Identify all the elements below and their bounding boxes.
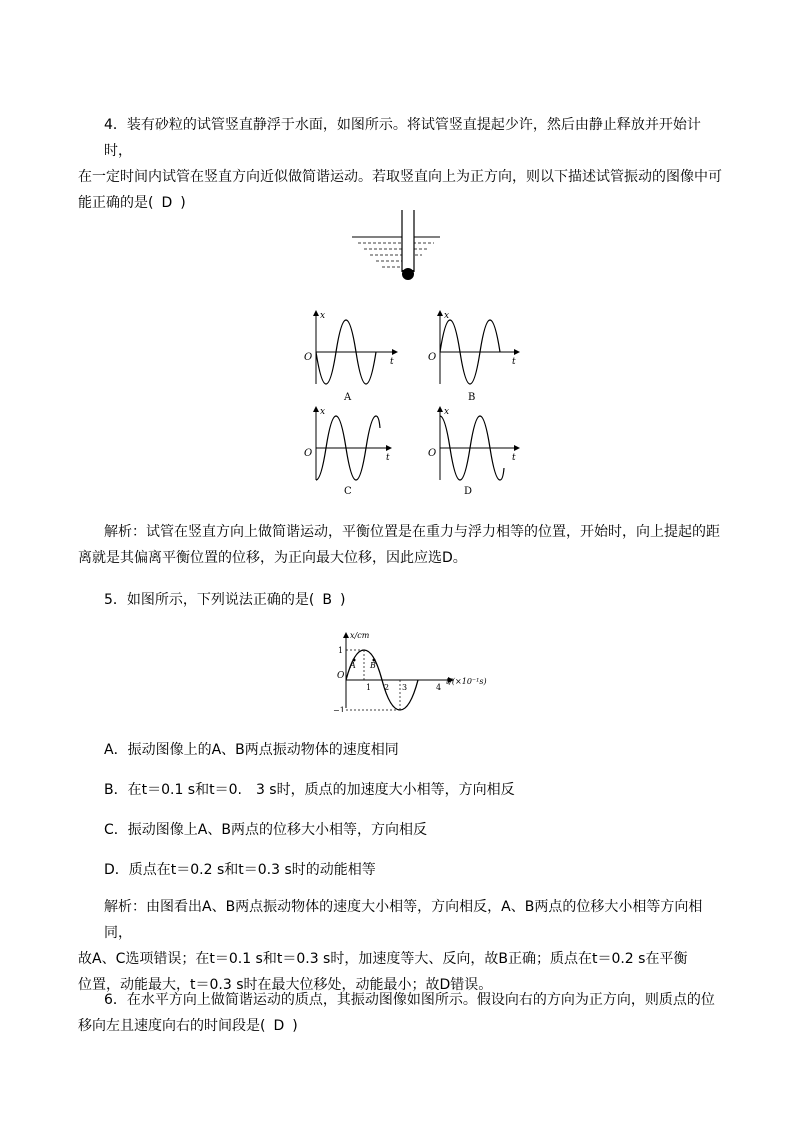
q5-graph-origin: O: [337, 671, 345, 681]
q4-answer: D: [161, 195, 173, 211]
q4-graph-d: [428, 404, 528, 500]
q5-graph-xlabel: t/(×10⁻¹s): [446, 677, 487, 686]
q4-graph-d-origin: O: [428, 448, 437, 459]
q5-stem-pre: 5．如图所示，下列说法正确的是(: [104, 592, 315, 608]
q4-graph-a-origin: O: [304, 352, 313, 363]
q5-option-c: C．振动图像上A、B两点的位移大小相等，方向相反: [104, 822, 427, 838]
q5-analysis-line3: 位置，动能最大，t＝0.3 s时在最大位移处，动能最小；故D错误。: [78, 977, 493, 993]
q4-analysis-line1: 解析：试管在竖直方向上做简谐运动，平衡位置是在重力与浮力相等的位置，开始时，向上提起的距: [104, 524, 720, 540]
q6-stem-line2: [78, 1013, 722, 1039]
q6-stem: [78, 987, 722, 1039]
q5-graph-xtick-1: 1: [366, 683, 372, 692]
q5-stem-post: ): [339, 592, 346, 608]
q4-graph-c-yaxis: x: [320, 407, 326, 417]
q5-option-a: A．振动图像上的A、B两点振动物体的速度相同: [104, 742, 399, 758]
q5-analysis-line1: 解析：由图看出A、B两点振动物体的速度大小相等，方向相反，A、B两点的位移大小相等方向相同，: [104, 899, 703, 941]
q4-graph-a-yaxis: x: [320, 311, 326, 321]
q4-graph-c-origin: O: [304, 448, 313, 459]
q4-analysis-line2: 离就是其偏离平衡位置的位移，为正向最大位移，因此应选D。: [78, 550, 467, 566]
q4-graph-c: [300, 404, 400, 500]
q5-option-d: D．质点在t＝0.2 s和t＝0.3 s时的动能相等: [104, 862, 376, 878]
q4-graph-a-label: A: [344, 392, 352, 403]
q4-graph-b: [428, 308, 528, 404]
q5-graph-ytick-1: 1: [338, 646, 344, 655]
q4-graph-b-yaxis: x: [444, 311, 450, 321]
q6-stem-line2-pre: 移向左且速度向右的时间段是(: [78, 1018, 266, 1034]
q5-graph-point-a: A: [350, 661, 356, 670]
q4-analysis: [78, 519, 722, 571]
q6-stem-line2-post: ): [292, 1018, 298, 1034]
q5-answer: B: [322, 592, 332, 608]
q4-graph-a-xaxis: t: [390, 357, 394, 367]
q6-answer: D: [273, 1018, 285, 1034]
q5-graph-point-b: B: [370, 661, 376, 670]
q6-stem-line1: 6．在水平方向上做简谐运动的质点，其振动图像如图所示。假设向右的方向为正方向，则质点的位: [104, 992, 715, 1008]
q5-graph-ytick-neg1: −1: [333, 706, 345, 712]
q5-graph-ylabel: x/cm: [350, 631, 370, 640]
q5-graph-xtick-3: 3: [402, 683, 408, 692]
q4-graph-b-xaxis: t: [512, 357, 516, 367]
q4-graph-c-label: C: [344, 486, 352, 497]
q4-graph-d-yaxis: x: [444, 407, 450, 417]
test-tube-figure: [350, 208, 442, 284]
q4-stem-line3-post: ): [180, 195, 186, 211]
q4-graph-b-origin: O: [428, 352, 437, 363]
q5-options: [104, 730, 722, 890]
q4-graph-c-xaxis: t: [386, 453, 390, 463]
q4-graph-b-label: B: [468, 392, 476, 403]
q4-graph-a: [300, 308, 400, 404]
q5-graph-xtick-2: 2: [384, 683, 390, 692]
q5-graph-xtick-4: 4: [436, 683, 442, 692]
q5-analysis: [78, 894, 722, 998]
q4-stem-line2: 在一定时间内试管在竖直方向近似做简谐运动。若取竖直向上为正方向，则以下描述试管振动的图像中可: [78, 169, 722, 185]
q5-stem: [104, 587, 722, 613]
q5-graph: [330, 628, 510, 712]
q4-stem-line3-pre: 能正确的是(: [78, 195, 154, 211]
q4-stem-line1: 4．装有砂粒的试管竖直静浮于水面，如图所示。将试管竖直提起少许，然后由静止释放并开始计时，: [104, 117, 701, 159]
q4-graph-d-xaxis: t: [512, 453, 516, 463]
q4-graph-d-label: D: [464, 486, 473, 497]
q5-option-b: B．在t＝0.1 s和t＝0. 3 s时，质点的加速度大小相等，方向相反: [104, 782, 515, 798]
q5-analysis-line2: 故A、C选项错误；在t＝0.1 s和t＝0.3 s时，加速度等大、反向，故B正确；质点在t＝0.2 s在平衡: [78, 951, 688, 967]
q4-stem: [78, 112, 722, 216]
